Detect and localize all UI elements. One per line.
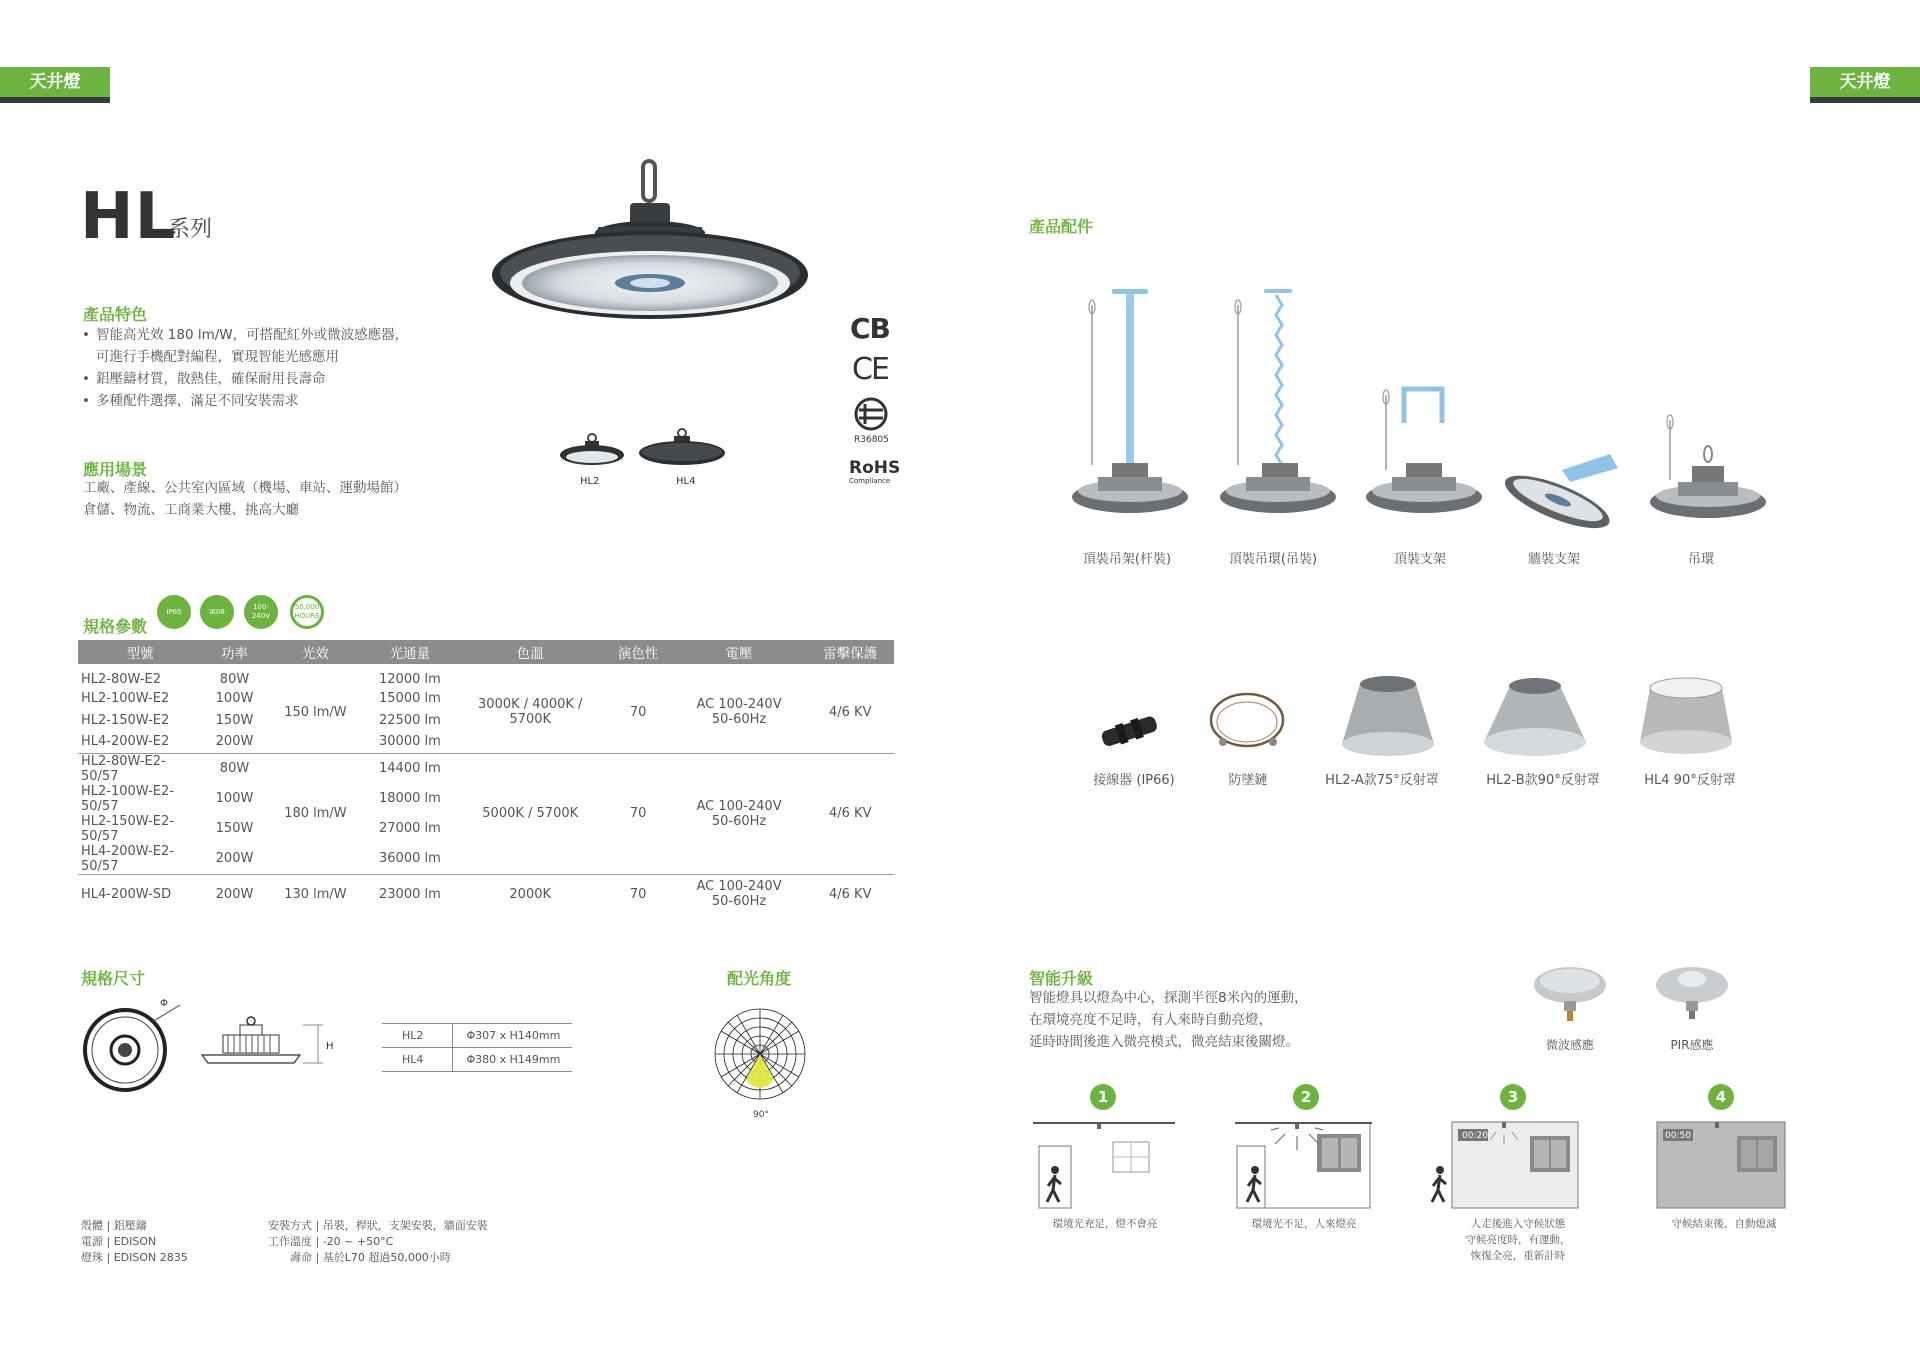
lamp-top-view-drawing xyxy=(80,1000,190,1095)
feature-item: 可進行手機配對編程，實現智能光感應用 xyxy=(96,349,339,365)
cell-voltage xyxy=(672,874,807,914)
col-power: 功率 xyxy=(202,640,267,664)
features-list xyxy=(82,324,502,412)
cell-flux: 22500 lm xyxy=(379,712,441,728)
cell-flux: 18000 lm xyxy=(379,791,441,806)
cell-flux: 27000 lm xyxy=(379,821,441,836)
cell-power: 80W xyxy=(219,761,250,776)
pir-sensor-image xyxy=(1652,965,1732,1025)
cell-model: HL2-80W-E2 xyxy=(81,672,162,687)
specs-title: 規格參數 xyxy=(83,617,148,636)
rohs-mark: RoHS xyxy=(849,458,901,478)
diameter-symbol: Φ xyxy=(160,998,168,1009)
cell-model: HL4-200W-E2 xyxy=(78,731,202,753)
cell-model: HL4-200W-SD xyxy=(81,886,172,902)
feature-item: • 智能高光效 180 lm/W，可搭配紅外或微波感應器， xyxy=(82,324,502,346)
col-flux: 光通量 xyxy=(364,640,456,664)
bsmi-mark-icon xyxy=(853,396,889,432)
cell-voltage xyxy=(672,664,807,753)
cell-power: 200W xyxy=(202,731,267,753)
lamp-side-view-drawing xyxy=(198,1015,328,1075)
section-tag-left xyxy=(0,67,110,103)
step-number: 1 xyxy=(1090,1084,1116,1110)
dimensions-title: 規格尺寸 xyxy=(81,969,146,988)
features-title: 產品特色 xyxy=(83,305,148,324)
mount-label: 牆裝支架 xyxy=(1527,552,1580,567)
height-symbol: H xyxy=(326,1041,334,1052)
cell-cct: 5000K / 5700K xyxy=(456,753,605,874)
cell-cct: 3000K / 4000K / 5700K xyxy=(456,664,605,753)
step-number: 2 xyxy=(1293,1084,1319,1110)
step-caption xyxy=(1025,1216,1185,1232)
step-caption xyxy=(1438,1216,1598,1264)
col-cct: 色溫 xyxy=(456,640,605,664)
series-suffix: 系列 xyxy=(168,217,213,242)
spec-table xyxy=(78,640,894,914)
cell-size: Φ307 x H140mm xyxy=(452,1024,572,1048)
cell-surge: 4/6 KV xyxy=(807,664,895,753)
cell-model: HL2-80W-E2-50/57 xyxy=(81,753,166,784)
applications-title: 應用場景 xyxy=(83,460,148,479)
badge-label: IK08 xyxy=(209,607,225,616)
part-label: 接線器 (IP66) xyxy=(1093,773,1175,788)
cell-cri: 70 xyxy=(605,753,672,874)
sensor-label: PIR感應 xyxy=(1670,1038,1714,1052)
part-label: HL2-A款75°反射罩 xyxy=(1325,773,1439,788)
frequency-line: 50-60Hz xyxy=(711,712,767,728)
col-efficacy: 光效 xyxy=(267,640,364,664)
installation-list xyxy=(268,1218,528,1266)
countdown-timer: 00:50 xyxy=(1665,1131,1691,1141)
cell-model: HL2-100W-E2 xyxy=(81,690,170,706)
mount-label: 吊環 xyxy=(1687,552,1714,567)
ip65-badge xyxy=(157,595,191,629)
part-label: 防墜鏈 xyxy=(1228,773,1268,788)
cell-cri: 70 xyxy=(605,664,672,753)
rohs-compliance: Compliance xyxy=(849,477,891,485)
pole-mount-image xyxy=(1062,285,1192,530)
part-label: HL2-B款90°反射罩 xyxy=(1486,773,1600,788)
frequency-line: 50-60Hz xyxy=(711,813,767,829)
cell-power: 200W xyxy=(202,844,267,875)
section-tag-label: 天井燈 xyxy=(1810,67,1920,97)
cell-power: 200W xyxy=(215,886,254,902)
section-tag-right xyxy=(1810,67,1920,103)
beam-polar-diagram xyxy=(710,1004,810,1104)
section-tag-label: 天井燈 xyxy=(0,67,110,97)
frequency-line: 50-60Hz xyxy=(711,894,767,910)
material-line: 燈珠 | EDISON 2835 xyxy=(81,1251,188,1264)
dimension-table xyxy=(382,1023,572,1072)
table-row xyxy=(78,753,894,784)
table-row xyxy=(382,1048,572,1072)
highbay-lamp-image xyxy=(480,155,820,340)
smart-line: 在環境亮度不足時，有人來時自動亮燈， xyxy=(1029,1012,1272,1028)
cell-flux: 12000 lm xyxy=(379,672,441,687)
cell-model: HL2-100W-E2-50/57 xyxy=(81,783,174,814)
cell-model: HL4-200W-E2-50/57 xyxy=(78,844,202,875)
badge-label: 100-240V xyxy=(251,603,271,620)
caption-line: 守候亮度時，有運動， xyxy=(1465,1234,1571,1246)
ik08-badge xyxy=(200,595,234,629)
installation-line: 壽命 | 基於L70 超過50,000小時 xyxy=(290,1251,451,1264)
hl4-thumbnail xyxy=(637,425,727,470)
cell-flux: 14400 lm xyxy=(379,761,441,776)
hl2-label: HL2 xyxy=(580,476,600,487)
safety-chain-image xyxy=(1205,690,1290,760)
cell-surge: 4/6 KV xyxy=(829,886,872,902)
applications-text xyxy=(83,477,543,521)
hook-ring-image xyxy=(1640,410,1770,535)
feature-item: • 多種配件選擇，滿足不同安裝需求 xyxy=(82,390,502,412)
reflector-hl2a-image xyxy=(1338,672,1438,762)
microwave-sensor-image xyxy=(1528,965,1613,1025)
hl2-thumbnail xyxy=(557,430,627,470)
cell-cri: 70 xyxy=(629,886,647,902)
smart-line: 智能燈具以燈為中心，探測半徑8米內的運動， xyxy=(1029,990,1308,1006)
installation-line: 安裝方式 | 吊裝，桿狀，支架安裝，牆面安裝 xyxy=(268,1219,488,1232)
cell-efficacy: 180 lm/W xyxy=(267,753,364,874)
cell-model: HL2 xyxy=(382,1024,452,1048)
cell-flux: 30000 lm xyxy=(364,731,456,753)
badge-label: IP65 xyxy=(166,607,182,616)
step-caption xyxy=(1224,1216,1384,1232)
tag-underline xyxy=(1810,97,1920,103)
material-line: 殼體 | 鋁壓鑄 xyxy=(81,1219,147,1232)
caption-line: 守候結束後，自動熄滅 xyxy=(1671,1218,1777,1230)
col-cri: 演色性 xyxy=(605,640,672,664)
caption-line: 環境光不足，人來燈亮 xyxy=(1251,1218,1357,1230)
step-caption xyxy=(1644,1216,1804,1232)
scene-2-illustration xyxy=(1235,1120,1375,1210)
cell-power: 100W xyxy=(215,690,254,706)
mount-label: 頂裝吊環(吊裝) xyxy=(1228,552,1318,567)
scene-3-illustration xyxy=(1430,1120,1580,1210)
cell-power: 150W xyxy=(215,712,254,728)
cell-model: HL4 xyxy=(382,1048,452,1072)
step-number: 3 xyxy=(1500,1084,1526,1110)
cell-power: 80W xyxy=(219,672,250,687)
beam-angle-title: 配光角度 xyxy=(727,969,792,988)
cell-power: 150W xyxy=(215,821,254,836)
application-line: 倉儲、物流、工商業大樓、挑高大廳 xyxy=(83,502,299,518)
caption-line: 環境光充足，燈不會亮 xyxy=(1052,1218,1158,1230)
caption-line: 人走後進入守候狀態 xyxy=(1470,1218,1566,1230)
lifetime-badge xyxy=(290,595,324,629)
chain-mount-image xyxy=(1210,285,1340,530)
accessories-title: 產品配件 xyxy=(1029,217,1094,236)
wall-mount-image xyxy=(1500,450,1630,540)
countdown-timer: 00:20 xyxy=(1462,1131,1488,1141)
smart-line: 延時時間後進入微亮模式，微亮結束後關燈。 xyxy=(1029,1034,1299,1050)
cell-cct: 2000K xyxy=(509,886,552,902)
beam-angle-value: 90° xyxy=(753,1110,769,1120)
step-number: 4 xyxy=(1708,1084,1734,1110)
mount-label: 頂裝支架 xyxy=(1393,552,1446,567)
tag-underline xyxy=(0,97,110,103)
badge-label: 50,000 HOURS xyxy=(294,603,320,620)
cell-voltage xyxy=(672,753,807,874)
col-model: 型號 xyxy=(78,640,202,664)
bracket-mount-image xyxy=(1356,385,1486,530)
spec-table-header xyxy=(78,640,894,664)
cell-efficacy: 130 lm/W xyxy=(284,886,347,902)
cell-surge: 4/6 KV xyxy=(807,753,895,874)
bsmi-code: R36805 xyxy=(854,435,889,445)
cell-model: HL2-150W-E2-50/57 xyxy=(81,813,174,844)
col-surge: 雷擊保護 xyxy=(807,640,895,664)
voltage-line: AC 100-240V xyxy=(696,798,782,814)
table-row xyxy=(382,1024,572,1048)
cell-flux: 15000 lm xyxy=(379,690,441,706)
smart-description xyxy=(1029,987,1449,1053)
part-label: HL4 90°反射罩 xyxy=(1644,773,1736,788)
connector-image xyxy=(1095,705,1165,755)
hl4-label: HL4 xyxy=(676,476,696,487)
installation-line: 工作溫度 | -20 ~ +50°C xyxy=(268,1235,394,1248)
cell-flux: 36000 lm xyxy=(364,844,456,875)
cell-size: Φ380 x H149mm xyxy=(452,1048,572,1072)
ce-mark: CE xyxy=(852,352,888,387)
materials-list xyxy=(81,1218,231,1266)
voltage-badge xyxy=(244,595,278,629)
series-name: HL xyxy=(80,180,177,254)
smart-title: 智能升級 xyxy=(1029,969,1094,988)
voltage-line: AC 100-240V xyxy=(696,879,782,895)
sensor-label: 微波感應 xyxy=(1545,1038,1594,1052)
table-row xyxy=(78,664,894,687)
caption-line: 恢復全亮，重新計時 xyxy=(1470,1250,1566,1262)
mount-label: 頂裝吊架(杆裝) xyxy=(1082,552,1172,567)
table-row xyxy=(78,874,894,914)
cell-power: 100W xyxy=(215,791,254,806)
cb-mark: CB xyxy=(850,312,890,345)
feature-item: • 鋁壓鑄材質，散熱佳，確保耐用長壽命 xyxy=(82,368,502,390)
cell-model: HL2-150W-E2 xyxy=(81,712,170,728)
cell-efficacy: 150 lm/W xyxy=(267,664,364,753)
cell-flux: 23000 lm xyxy=(379,886,441,902)
reflector-hl2b-image xyxy=(1480,672,1590,762)
col-voltage: 電壓 xyxy=(672,640,807,664)
voltage-line: AC 100-240V xyxy=(696,697,782,713)
scene-1-illustration xyxy=(1033,1120,1178,1210)
application-line: 工廠、產線、公共室內區域（機場、車站、運動場館） xyxy=(83,480,407,496)
material-line: 電源 | EDISON xyxy=(81,1235,157,1248)
reflector-hl4-image xyxy=(1636,672,1736,762)
